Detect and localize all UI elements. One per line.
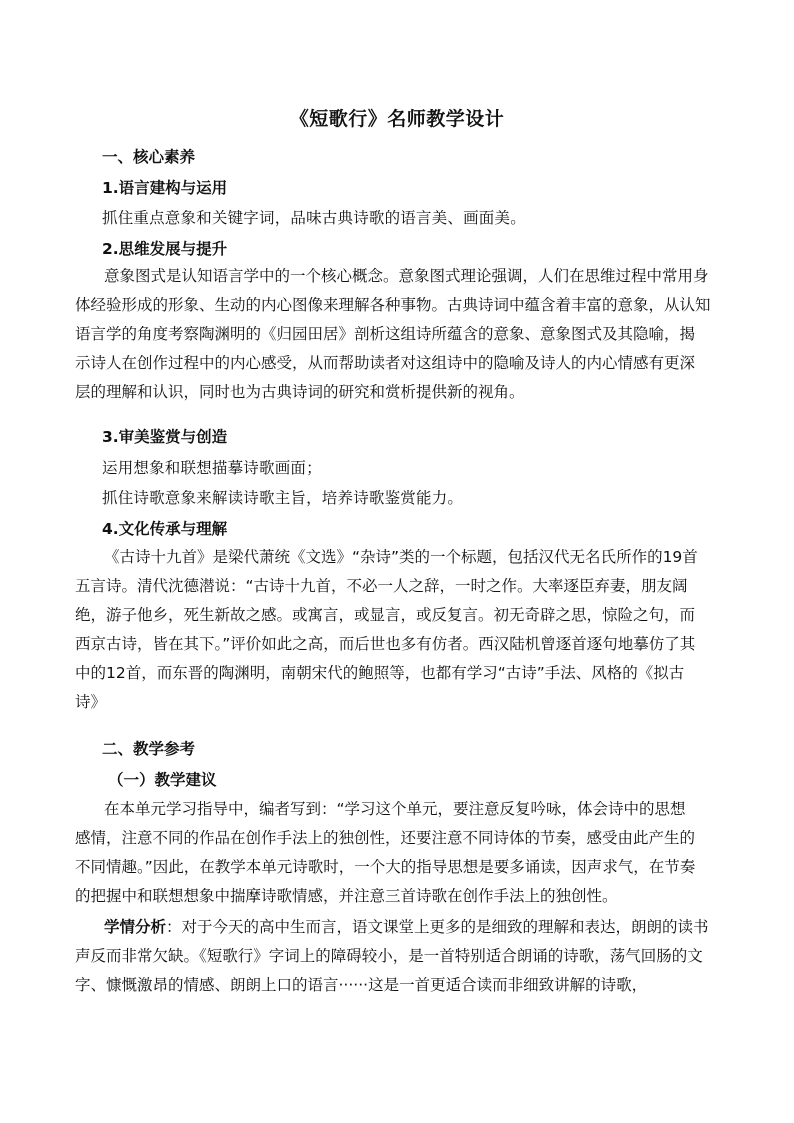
paragraph-line: 声反而非常欠缺。《短歌行》字词上的障碍较小，是一首特别适合朗诵的诗歌，荡气回肠的文	[75, 947, 703, 965]
paragraph-line: 西京古诗，皆在其下。”评价如此之高，而后世也多有仿者。西汉陆机曾逐首逐句地摹仿了其	[75, 635, 696, 653]
paragraph-line: 在本单元学习指导中，编者写到：“学习这个单元，要注意反复吟咏，体会诗中的思想	[104, 800, 686, 818]
paragraph-line: 感情，注意不同的作品在创作手法上的独创性，还要注意不同诗体的节奏，感受由此产生的	[75, 829, 696, 847]
paragraph-line: 抓住重点意象和关键字词，品味古典诗歌的语言美、画面美。	[102, 209, 526, 227]
student-analysis-label: 学情分析	[104, 918, 167, 936]
paragraph-line: 层的理解和认识，同时也为古典诗词的研究和赏析提供新的视角。	[75, 383, 525, 401]
paragraph-line: 诗》	[75, 693, 107, 711]
paragraph-thinking	[75, 262, 721, 407]
paragraph-line: 示诗人在创作过程中的内心感受，从而帮助读者对这组诗中的隐喻及诗人的内心情感有更深	[75, 354, 696, 372]
document-title: 《短歌行》名师教学设计	[289, 108, 505, 130]
paragraph-culture	[75, 543, 721, 717]
subheading-culture: 4.文化传承与理解	[102, 520, 228, 538]
student-analysis-text: ：对于今天的高中生而言，语文课堂上更多的是细致的理解和表达，朗朗的读书	[166, 918, 709, 936]
paragraph-line: 五言诗。清代沈德潜说：“古诗十九首，不必一人之辞，一时之作。大率逐臣弃妻，朋友阔	[75, 577, 688, 595]
paragraph-line: 中的12首，而东晋的陶渊明，南朝宋代的鲍照等，也都有学习“古诗”手法、风格的《拟古	[75, 664, 685, 682]
subheading-teaching-suggestions: （一）教学建议	[108, 771, 217, 789]
subheading-thinking: 2.思维发展与提升	[102, 240, 228, 258]
section-heading-core-literacy: 一、核心素养	[102, 148, 196, 166]
paragraph-line: 字、慷慨激昂的情感、朗朗上口的语言······这是一首更适合读而非细致讲解的诗歌，	[75, 976, 648, 994]
subheading-language: 1.语言建构与运用	[102, 179, 228, 197]
paragraph-line: 语言学的角度考察陶渊明的《归园田居》剖析这组诗所蕴含的意象、意象图式及其隐喻，揭	[75, 325, 696, 343]
paragraph-line: 运用想象和联想描摹诗歌画面；	[102, 459, 322, 477]
section-heading-teaching-reference: 二、教学参考	[102, 740, 196, 758]
paragraph-line: 不同情趣。”因此，在教学本单元诗歌时，一个大的指导思想是要多诵读，因声求气，在节奏	[75, 858, 696, 876]
paragraph-line: 体经验形成的形象、生动的内心图像来理解各种事物。古典诗词中蕴含着丰富的意象，从认知	[75, 296, 711, 314]
paragraph-line: 的把握中和联想想象中揣摩诗歌情感，并注意三首诗歌在创作手法上的独创性。	[75, 887, 618, 905]
subheading-aesthetics: 3.审美鉴赏与创造	[102, 428, 228, 446]
paragraph-student-analysis	[75, 913, 721, 1000]
paragraph-teaching-suggestions	[75, 795, 721, 911]
paragraph-line: 绝，游子他乡，死生新故之感。或寓言，或显言，或反复言。初无奇辟之思，惊险之句，而	[75, 606, 696, 624]
paragraph-line	[75, 913, 721, 942]
paragraph-line: 抓住诗歌意象来解读诗歌主旨，培养诗歌鉴赏能力。	[102, 489, 464, 507]
paragraph-line: 《古诗十九首》是梁代萧统《文选》“杂诗”类的一个标题，包括汉代无名氏所作的19首	[104, 548, 698, 566]
paragraph-line: 意象图式是认知语言学中的一个核心概念。意象图式理论强调，人们在思维过程中常用身	[104, 267, 709, 285]
